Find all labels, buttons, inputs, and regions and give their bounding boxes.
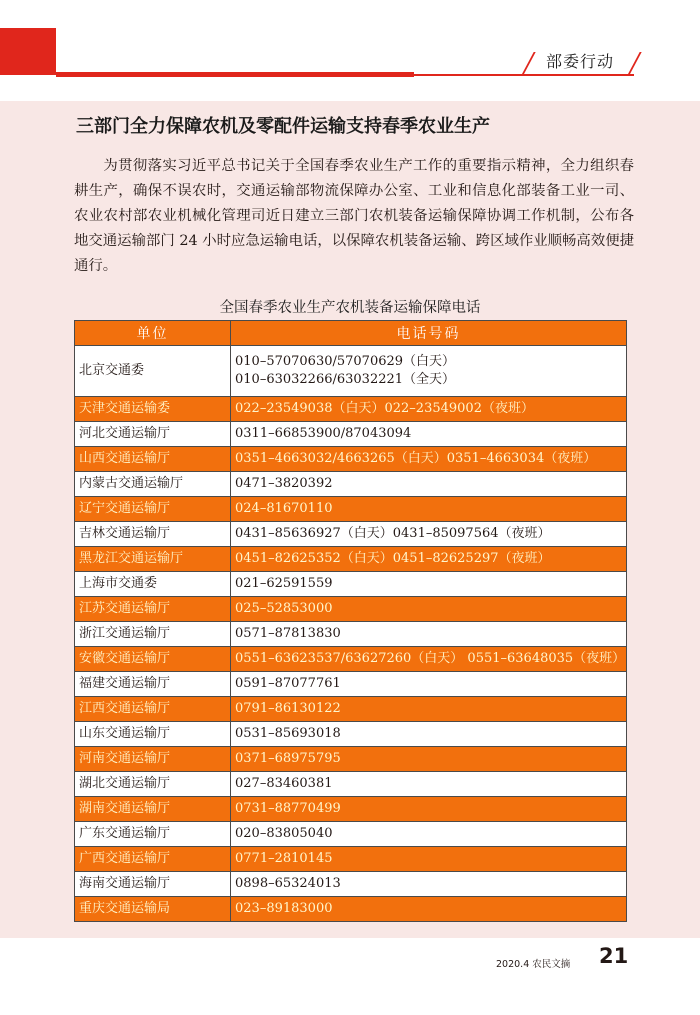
unit-cell: 湖南交通运输厅 — [75, 797, 231, 822]
phone-number: 0591–87077761 — [235, 676, 341, 691]
phone-number: 027–83460381 — [235, 776, 333, 791]
phone-number: 024–81670110 — [235, 501, 333, 516]
phone-number: 0731–88770499 — [235, 801, 341, 816]
phone-cell — [231, 797, 627, 822]
table-row — [75, 747, 627, 772]
phone-cell — [231, 447, 627, 472]
unit-cell: 北京交通委 — [75, 346, 231, 397]
table-row — [75, 622, 627, 647]
unit-cell: 江西交通运输厅 — [75, 697, 231, 722]
phone-number: 0371–68975795 — [235, 751, 341, 766]
phone-number: 0451–82625352（白天）0451–82625297（夜班） — [235, 551, 551, 566]
phone-cell — [231, 422, 627, 447]
phone-cell — [231, 772, 627, 797]
section-title: 部委行动 — [545, 52, 614, 71]
phone-cell — [231, 547, 627, 572]
table-row — [75, 722, 627, 747]
phone-cell — [231, 872, 627, 897]
header-rule-thick — [56, 72, 414, 77]
unit-cell: 山东交通运输厅 — [75, 722, 231, 747]
phone-cell — [231, 522, 627, 547]
table-row — [75, 397, 627, 422]
phone-cell — [231, 497, 627, 522]
phone-cell — [231, 622, 627, 647]
table-body — [75, 346, 627, 922]
phone-cell — [231, 747, 627, 772]
phone-number: 0471–3820392 — [235, 476, 333, 491]
unit-cell: 河南交通运输厅 — [75, 747, 231, 772]
phone-cell — [231, 897, 627, 922]
unit-cell: 天津交通运输委 — [75, 397, 231, 422]
unit-cell: 黑龙江交通运输厅 — [75, 547, 231, 572]
phone-number: 0311–66853900/87043094 — [235, 426, 412, 441]
table-row — [75, 772, 627, 797]
article-body — [74, 154, 634, 279]
table-row — [75, 597, 627, 622]
unit-cell: 山西交通运输厅 — [75, 447, 231, 472]
table-row — [75, 897, 627, 922]
phone-cell — [231, 847, 627, 872]
table-row — [75, 872, 627, 897]
phone-cell — [231, 346, 627, 397]
phone-cell — [231, 822, 627, 847]
unit-cell: 河北交通运输厅 — [75, 422, 231, 447]
unit-cell: 安徽交通运输厅 — [75, 647, 231, 672]
phone-number: 0351–4663032/4663265（白天）0351–4663034（夜班） — [235, 451, 597, 466]
phone-number: 010–57070630/57070629（白天） — [235, 354, 456, 369]
table-row — [75, 422, 627, 447]
phone-number: 023–89183000 — [235, 901, 333, 916]
contact-table — [74, 320, 627, 922]
phone-number: 022–23549038（白天）022–23549002（夜班） — [235, 401, 534, 416]
phone-cell — [231, 472, 627, 497]
article-title: 三部门全力保障农机及零配件运输支持春季农业生产 — [76, 116, 490, 137]
table-row — [75, 572, 627, 597]
phone-cell — [231, 697, 627, 722]
table-row — [75, 672, 627, 697]
table-row — [75, 547, 627, 572]
phone-number: 0771–2810145 — [235, 851, 333, 866]
column-header-unit: 单位 — [75, 321, 231, 346]
phone-number: 0571–87813830 — [235, 626, 341, 641]
table-row — [75, 647, 627, 672]
table-row — [75, 822, 627, 847]
unit-cell: 海南交通运输厅 — [75, 872, 231, 897]
phone-cell — [231, 722, 627, 747]
unit-cell: 广西交通运输厅 — [75, 847, 231, 872]
unit-cell: 湖北交通运输厅 — [75, 772, 231, 797]
phone-number: 0431–85636927（白天）0431–85097564（夜班） — [235, 526, 551, 541]
phone-number: 010–63032266/63032221（全天） — [235, 372, 456, 387]
unit-cell: 广东交通运输厅 — [75, 822, 231, 847]
phone-number: 025–52853000 — [235, 601, 333, 616]
phone-number: 020–83805040 — [235, 826, 333, 841]
phone-cell — [231, 397, 627, 422]
unit-cell: 重庆交通运输局 — [75, 897, 231, 922]
unit-cell: 福建交通运输厅 — [75, 672, 231, 697]
phone-number: 0551–63623537/63627260（白天） 0551–63648035（夜班） — [235, 651, 626, 666]
phone-cell — [231, 572, 627, 597]
footer-info: 2020.4 农民文摘 — [496, 959, 571, 970]
table-row — [75, 472, 627, 497]
unit-cell: 江苏交通运输厅 — [75, 597, 231, 622]
table-header-row — [75, 321, 627, 346]
article-body-text: 为贯彻落实习近平总书记关于全国春季农业生产工作的重要指示精神，全力组织春耕生产，确保不误农时，交通运输部物流保障办公室、工业和信息化部装备工业一司、农业农村部农业机械化管理司近日建立三部门农机装备运输保障协调工作机制，公布各地交通运输部门 24 小时应急运输电话，以保障农机装备运输、跨区域作业顺畅高效便捷通行。 — [74, 158, 634, 274]
phone-number: 021–62591559 — [235, 576, 333, 591]
header-rule-thin — [414, 74, 634, 76]
unit-cell: 内蒙古交通运输厅 — [75, 472, 231, 497]
phone-number: 0791–86130122 — [235, 701, 341, 716]
table-caption: 全国春季农业生产农机装备运输保障电话 — [219, 300, 481, 316]
unit-cell: 辽宁交通运输厅 — [75, 497, 231, 522]
phone-number: 0531–85693018 — [235, 726, 341, 741]
unit-cell: 浙江交通运输厅 — [75, 622, 231, 647]
page-number: 21 — [599, 944, 629, 968]
table-row — [75, 346, 627, 397]
phone-cell — [231, 672, 627, 697]
column-header-phone: 电话号码 — [231, 321, 627, 346]
phone-cell — [231, 647, 627, 672]
table-row — [75, 847, 627, 872]
unit-cell: 吉林交通运输厅 — [75, 522, 231, 547]
header-red-block — [0, 28, 56, 75]
phone-number: 0898–65324013 — [235, 876, 341, 891]
phone-cell — [231, 597, 627, 622]
table-row — [75, 797, 627, 822]
unit-cell: 上海市交通委 — [75, 572, 231, 597]
table-row — [75, 522, 627, 547]
table-row — [75, 497, 627, 522]
table-row — [75, 447, 627, 472]
table-row — [75, 697, 627, 722]
